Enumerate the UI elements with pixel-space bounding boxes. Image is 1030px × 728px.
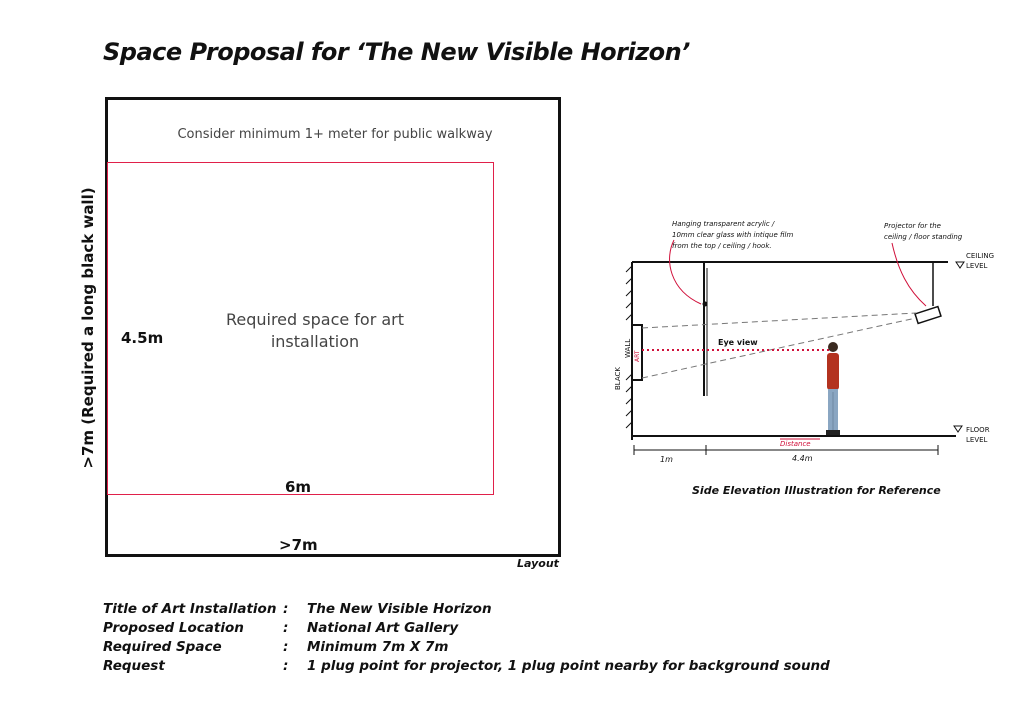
note-acrylic-line1: Hanging transparent acrylic / [672,220,775,228]
required-space-line2: installation [270,332,360,351]
floor-label-1: FLOOR [966,426,990,434]
ceiling-label-1: CEILING [966,252,994,260]
required-space-line1: Required space for art [225,310,405,329]
page-title: Space Proposal for ‘The New Visible Horizon’ [103,38,690,66]
dimension-inner-width: 6m [285,478,312,496]
info-value: The New Visible Horizon [307,601,492,617]
projection-line-top [642,313,916,328]
info-key: Proposed Location [103,620,244,636]
info-separator: : [283,639,289,655]
note-acrylic-line2: 10mm clear glass with intique film [672,231,794,239]
ceiling-label-2: LEVEL [966,262,988,270]
dimension-1m: 1m [660,455,673,464]
info-key: Request [103,658,165,674]
dimension-inner-height: 4.5m [121,329,164,347]
layout-caption: Layout [517,557,559,570]
acrylic-hook [703,302,708,307]
art-label: ART [634,350,641,362]
dimension-outer-height: >7m (Required a long black wall) [79,187,97,469]
info-value: 1 plug point for projector, 1 plug point nearby for background sound [307,658,830,674]
note-projector-line2: ceiling / floor standing [884,233,963,241]
projector-arrow [892,243,926,306]
dimension-4-4m: 4.4m [792,454,813,463]
projector-body [915,307,941,324]
eye-view-label: Eye view [718,338,758,347]
note-projector-line1: Projector for the [884,222,941,230]
info-key: Required Space [103,639,222,655]
info-value: National Art Gallery [307,620,459,636]
info-key: Title of Art Installation [103,601,277,617]
info-separator: : [283,620,289,636]
person-figure [826,342,840,435]
elevation-caption: Side Elevation Illustration for Reference [692,484,941,497]
required-space-label [190,309,440,353]
side-elevation-sketch [608,210,998,465]
wall-label-2: WALL [624,338,632,358]
wall-label-1: BLACK [614,366,622,390]
note-acrylic-line3: from the top / ceiling / hook. [672,242,772,250]
info-separator: : [283,601,289,617]
dimension-outer-width: >7m [279,536,318,554]
ceiling-level-marker [956,262,964,268]
floor-level-marker [954,426,962,432]
floor-label-2: LEVEL [966,436,988,444]
info-value: Minimum 7m X 7m [307,639,449,655]
distance-label: Distance [780,440,811,448]
projection-line-bottom [642,318,916,378]
info-separator: : [283,658,289,674]
walkway-note: Consider minimum 1+ meter for public walkway [177,127,493,142]
